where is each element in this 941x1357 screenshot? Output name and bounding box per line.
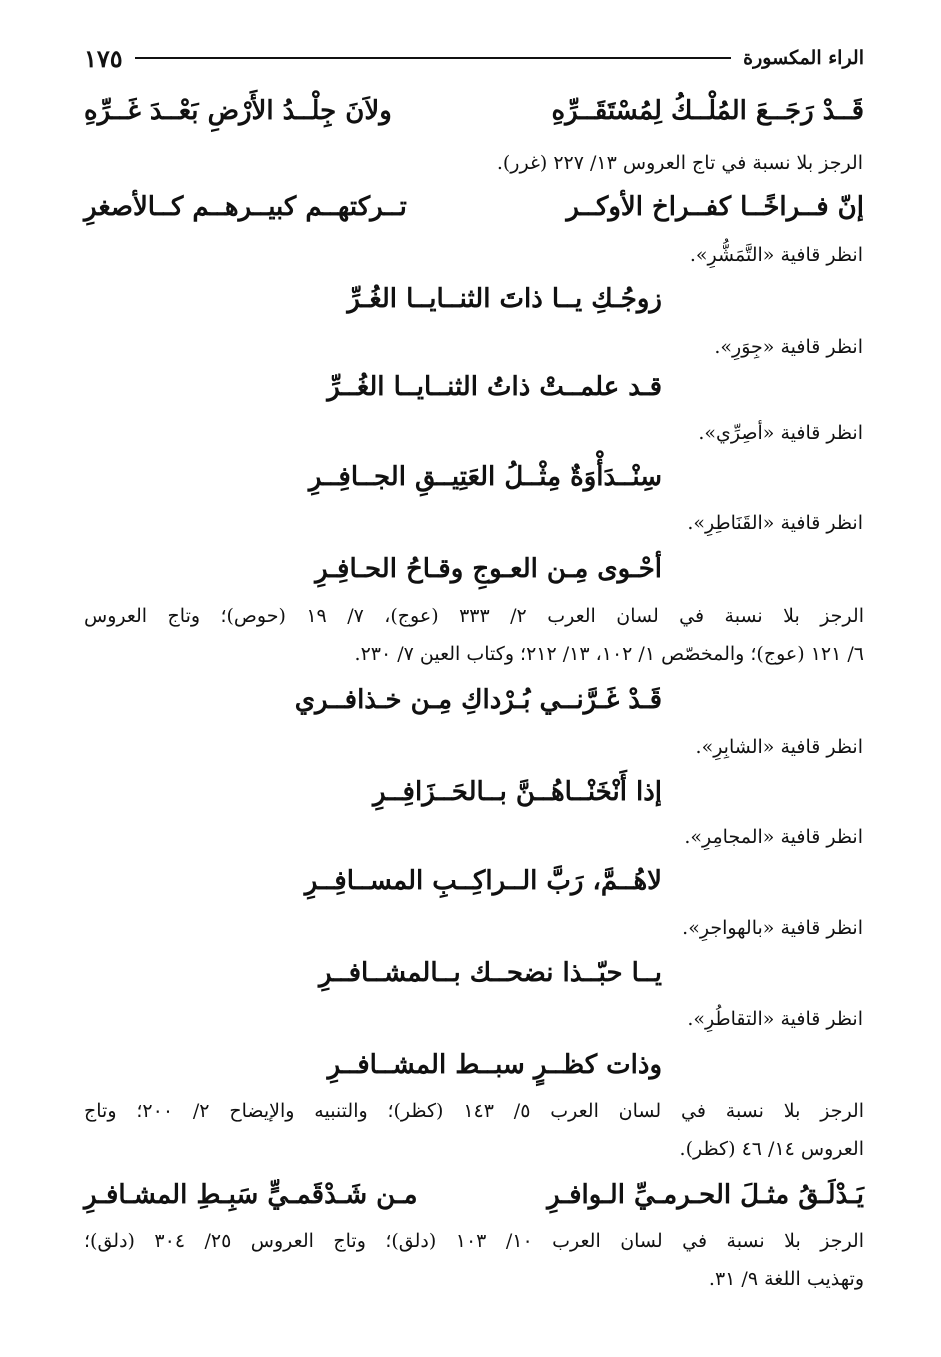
citation-note-continuation: العروس ١٤/ ٤٦ (كظر). — [679, 1138, 864, 1160]
cross-reference-note: انظر قافية «أصِرِّي». — [698, 422, 863, 444]
cross-reference-note: انظر قافية «جِوَرِ». — [714, 336, 863, 358]
verse-line: وذات كظــرٍ سبــط المشــافــرِ — [327, 1050, 662, 1080]
verse-line: سِنْــدَأْوَةٌ مِثْــلُ العَتِيــقِ الجــافِــرِ — [308, 462, 662, 492]
cross-reference-note: انظر قافية «التقاطُرِ». — [687, 1008, 863, 1030]
verse-hemistich-second: مـن شَـدْقَمـيٍّ سَبِـطِ المشـافـرِ — [84, 1180, 418, 1210]
verse-hemistich-second: ولاَنَ جِلْــدُ الأَرْضِ بَعْــدَ غَــرِّهِ — [84, 96, 392, 126]
verse-line: قـد علمــتْ ذاتُ الثنــايــا الغُــرِّ — [327, 372, 662, 402]
cross-reference-note: انظر قافية «بالهواجرِ». — [682, 917, 863, 939]
verse-hemistich-second: تــركتهــم كبيــرهــم كــالأصغرِ — [84, 192, 407, 222]
verse-line: إذا أَنْخَنْــاهُــنَّ بــالحَــزَافِــرِ — [372, 777, 662, 807]
cross-reference-note: انظر قافية «التَّمَشُّرِ». — [689, 244, 863, 266]
verse-line — [84, 192, 864, 222]
verse-line: قَـدْ غَـرَّنــي بُـرْداكِ مِـن خـذافــري — [294, 685, 662, 715]
verse-line — [84, 96, 864, 126]
verse-hemistich-first: يَـدْلَـقُ مثـلَ الحـرمـيِّ الـوافـرِ — [547, 1180, 864, 1210]
header-rule — [135, 57, 732, 59]
page-header — [84, 38, 864, 78]
running-title: الراء المكسورة — [743, 47, 864, 69]
verse-hemistich-first: إنّ فــراخًــا كفــراخ الأوكــر — [566, 192, 864, 222]
citation-note: الرجز بلا نسبة في لسان العرب ٥/ ١٤٣ (كظر)؛ والتنبيه والإيضاح ٢/ ٢٠٠؛ وتاج — [84, 1100, 864, 1122]
cross-reference-note: انظر قافية «القَنَاطِرِ». — [687, 512, 863, 534]
citation-note-continuation: وتهذيب اللغة ٩/ ٣١. — [708, 1268, 864, 1290]
page-number: ١٧٥ — [84, 43, 123, 73]
verse-line: أحْـوى مِـن العـوجِ وقـاحُ الحـافِـرِ — [315, 554, 662, 584]
verse-line: يــا حبّــذا نضحــك بــالمشــافــرِ — [319, 958, 662, 988]
verse-hemistich-first: قَــدْ رَجَــعَ المُلْــكُ لِمُسْتَقَــرِّهِ — [551, 96, 864, 126]
cross-reference-note: انظر قافية «الشابِرِ». — [695, 736, 863, 758]
verse-line: زوجُـكِ يــا ذاتَ الثنــايــا الغُـرِّ — [347, 284, 662, 314]
verse-line — [84, 1180, 864, 1210]
cross-reference-note: انظر قافية «المجامِرِ». — [684, 826, 863, 848]
verse-line: لاهُــمَّ، رَبَّ الــراكِــبِ المســافِــرِ — [304, 866, 662, 896]
citation-note: الرجز بلا نسبة في لسان العرب ١٠/ ١٠٣ (دلق)؛ وتاج العروس ٢٥/ ٣٠٤ (دلق)؛ — [84, 1230, 864, 1252]
citation-note: الرجز بلا نسبة في لسان العرب ٢/ ٣٣٣ (عوج)، ٧/ ١٩ (حوص)؛ وتاج العروس — [84, 605, 864, 627]
citation-note: الرجز بلا نسبة في تاج العروس ١٣/ ٢٢٧ (غرر). — [496, 152, 863, 174]
citation-note-continuation: ٦/ ١٢١ (عوج)؛ والمخصّص ١/ ١٠٢، ١٣/ ٢١٢؛ وكتاب العين ٧/ ٢٣٠. — [354, 643, 864, 665]
